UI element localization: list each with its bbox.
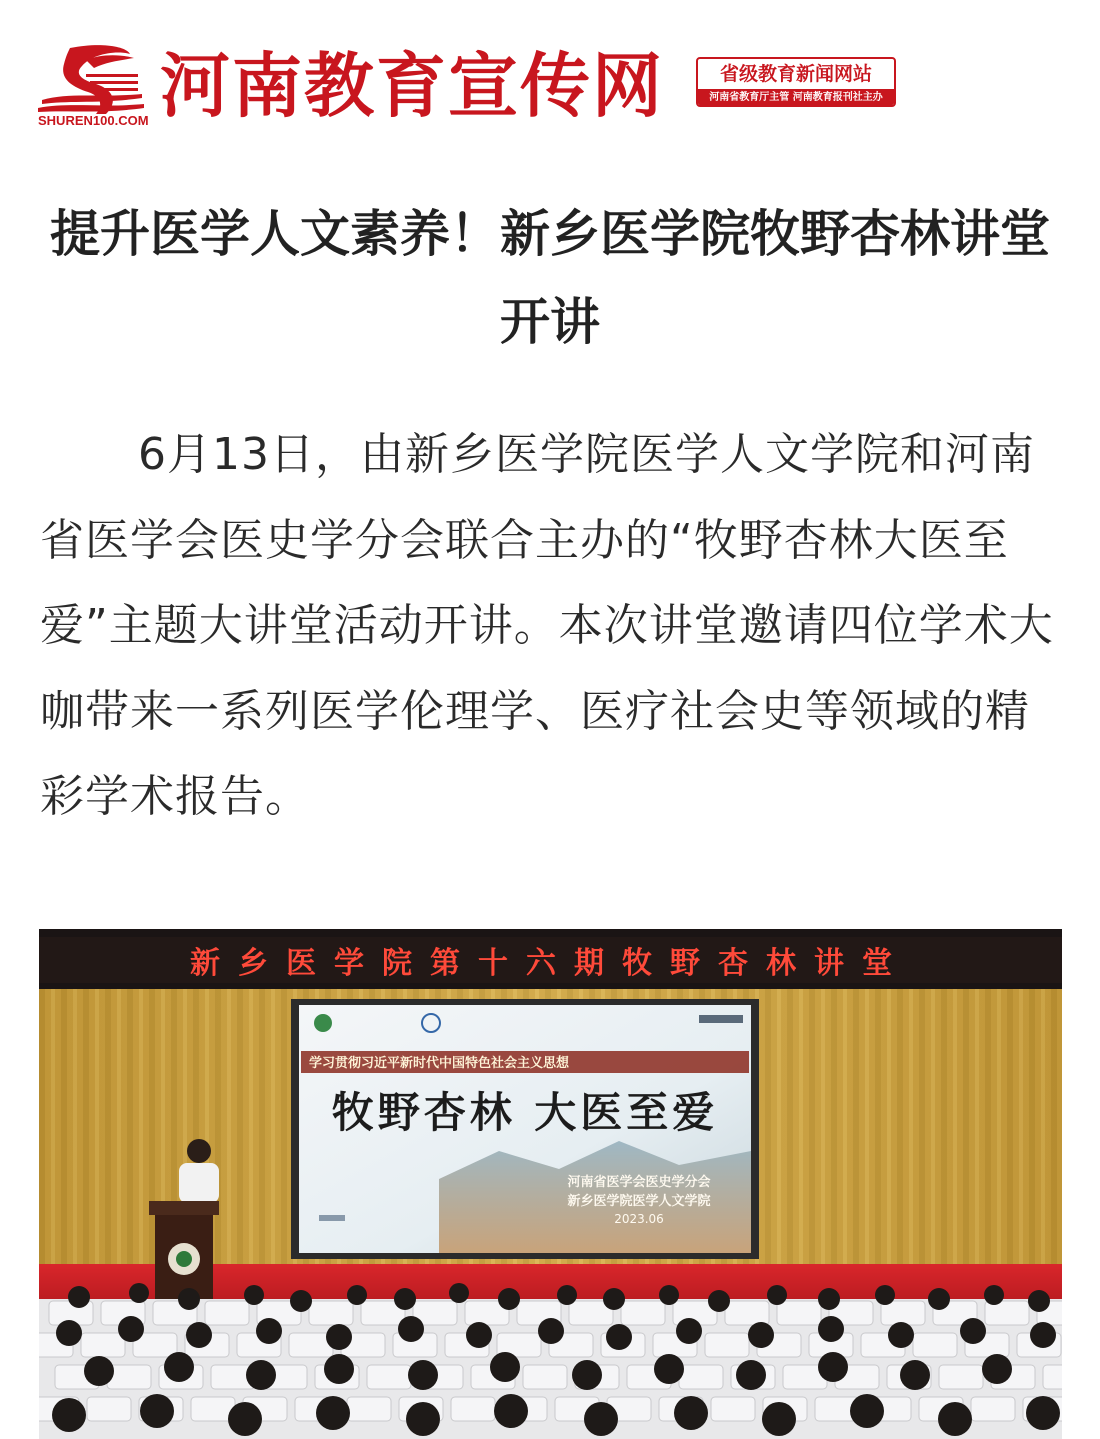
article-body: 6月13日，由新乡医学院医学人文学院和河南省医学会医史学分会联合主办的“牧野杏林大医至爱”主题大讲堂活动开讲。本次讲堂邀请四位学术大咖带来一系列医学伦理学、医疗社会史等领域的精彩学术报告。 bbox=[40, 429, 1054, 822]
lecture-hall-photo[interactable] bbox=[39, 929, 1062, 1439]
provincial-news-badge bbox=[696, 57, 896, 107]
lecture-hall-image bbox=[39, 929, 1062, 1439]
screen-calligraphy: 牧野杏林 大医至爱 bbox=[331, 1088, 719, 1137]
logo-domain-text: SHUREN100.COM bbox=[38, 113, 149, 128]
screen-date: 2023.06 bbox=[614, 1212, 664, 1226]
masthead bbox=[0, 0, 1100, 150]
badge-subtitle: 河南省教育厅主管 河南教育报刊社主办 bbox=[698, 89, 894, 107]
screen-org-1: 河南省医学会医史学分会 bbox=[567, 1175, 711, 1190]
site-name[interactable]: 河南教育宣传网 bbox=[160, 44, 664, 127]
badge-title: 省级教育新闻网站 bbox=[719, 63, 872, 85]
banner-text: 新乡医学院第十六期牧野杏林讲堂 bbox=[190, 946, 910, 981]
article-title: 提升医学人文素养！新乡医学院牧野杏林讲堂开讲 bbox=[50, 205, 1050, 351]
screen-heading: 学习贯彻习近平新时代中国特色社会主义思想 bbox=[309, 1056, 570, 1071]
screen-org-2: 新乡医学院医学人文学院 bbox=[567, 1194, 711, 1209]
